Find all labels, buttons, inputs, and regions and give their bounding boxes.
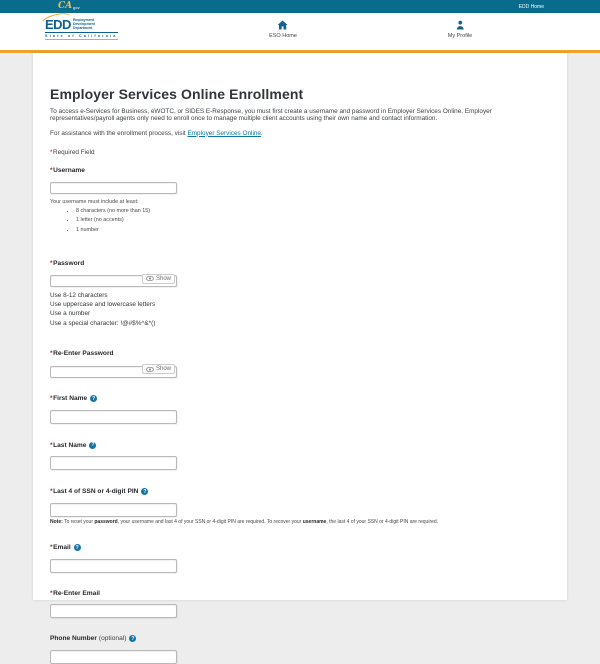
username-group <box>50 167 550 233</box>
first-name-label: * First Name ? <box>50 395 96 403</box>
primary-navbar <box>0 13 600 50</box>
email-input[interactable] <box>50 559 177 573</box>
assistance-text: For assistance with the enrollment process, visit <box>50 129 188 137</box>
last-name-group <box>50 442 550 471</box>
phone-input[interactable] <box>50 650 177 664</box>
first-name-group <box>50 395 550 424</box>
required-field-note <box>50 149 550 156</box>
edd-home-link[interactable]: EDD Home <box>518 3 544 10</box>
edd-logo-line2: Development <box>72 22 95 27</box>
password-rule-number: Use a number <box>50 310 91 318</box>
password-rules <box>50 291 550 329</box>
ssn-pin-input[interactable] <box>50 503 177 517</box>
top-utility-bar <box>0 0 600 13</box>
home-icon <box>277 20 288 30</box>
password-rule-case: Use uppercase and lowercase letters <box>50 301 156 308</box>
password-label: * Password <box>50 259 85 267</box>
username-requirements <box>50 208 550 233</box>
page-background <box>0 53 600 643</box>
nav-eso-home[interactable] <box>269 20 297 39</box>
nav-eso-home-label: ESO Home <box>269 33 297 39</box>
last-name-label: * Last Name ? <box>50 441 95 449</box>
nav-my-profile[interactable] <box>448 20 472 39</box>
phone-optional-text: (optional) <box>98 635 127 643</box>
assistance-paragraph <box>50 130 550 137</box>
username-label: * Username <box>50 166 85 174</box>
ca-gov-logo[interactable] <box>58 2 80 11</box>
ca-gov-logo-gov: gov <box>73 5 80 10</box>
phone-help-icon[interactable]: ? <box>131 635 135 642</box>
phone-label: Phone Number (optional) ? <box>50 635 135 643</box>
first-name-help-icon[interactable]: ? <box>92 395 96 402</box>
person-icon <box>455 20 464 30</box>
reenter-email-group <box>50 590 550 619</box>
email-help-icon[interactable]: ? <box>75 544 79 551</box>
edd-logo-line1: Employment <box>72 18 94 22</box>
ssn-pin-label: * Last 4 of SSN or 4-digit PIN ? <box>50 488 147 496</box>
email-group <box>50 544 550 573</box>
ssn-pin-group <box>50 488 550 525</box>
eye-icon <box>146 276 154 281</box>
edd-logo-line3: Department <box>72 26 93 31</box>
ssn-pin-help-icon[interactable]: ? <box>143 488 147 495</box>
intro-paragraph: To access e-Services for Business, eWOTC, or SIDES E-Response, you must first create a username and password in Employer Services Online. Employer representatives/payroll agents only need to enroll once to manage multiple client accounts using their own name and contact information. <box>50 107 492 123</box>
last-name-input[interactable] <box>50 456 177 470</box>
content-card <box>33 53 567 643</box>
phone-group <box>50 635 550 664</box>
password-show-button[interactable]: Show <box>142 274 175 284</box>
edd-logo-text: EDD <box>45 16 71 32</box>
password-group <box>50 260 550 329</box>
reenter-password-show-button[interactable]: Show <box>142 364 175 374</box>
username-req-chars: • 8 characters (no more than 15) <box>76 208 550 214</box>
last-name-help-icon[interactable]: ? <box>91 442 95 449</box>
ssn-pin-note: Note: To reset your password, your username and last 4 of your SSN or 4-digit PIN are required. To recover your username, the last 4 of your SSN or 4-digit PIN are required. <box>50 519 439 526</box>
username-req-letter: • 1 letter (no accents) <box>76 217 550 223</box>
assistance-suffix: . <box>260 129 263 137</box>
eye-icon <box>146 367 154 372</box>
reenter-email-label: * Re-Enter Email <box>50 589 100 597</box>
employer-services-online-link[interactable]: Employer Services Online <box>187 129 261 137</box>
ca-gov-logo-ca: CA <box>58 1 73 11</box>
password-rule-special: Use a special character: !@#$%^&*() <box>50 319 156 327</box>
page-title: Employer Services Online Enrollment <box>50 85 304 102</box>
first-name-input[interactable] <box>50 410 177 424</box>
required-asterisk: * <box>50 148 53 156</box>
reenter-email-input[interactable] <box>50 604 177 618</box>
required-field-text: Required Field <box>53 148 95 156</box>
reenter-password-group <box>50 350 550 378</box>
email-label: * Email ? <box>50 544 79 552</box>
reenter-password-label: * Re-Enter Password <box>50 350 114 358</box>
password-rule-length: Use 8-12 characters <box>50 291 108 299</box>
nav-my-profile-label: My Profile <box>447 33 473 39</box>
edd-logo-state: State of California <box>45 33 118 38</box>
edd-logo[interactable] <box>45 18 118 40</box>
username-hint: Your username must include at least: <box>50 198 139 205</box>
username-req-number: • 1 number <box>76 227 550 233</box>
username-input[interactable] <box>50 182 177 194</box>
